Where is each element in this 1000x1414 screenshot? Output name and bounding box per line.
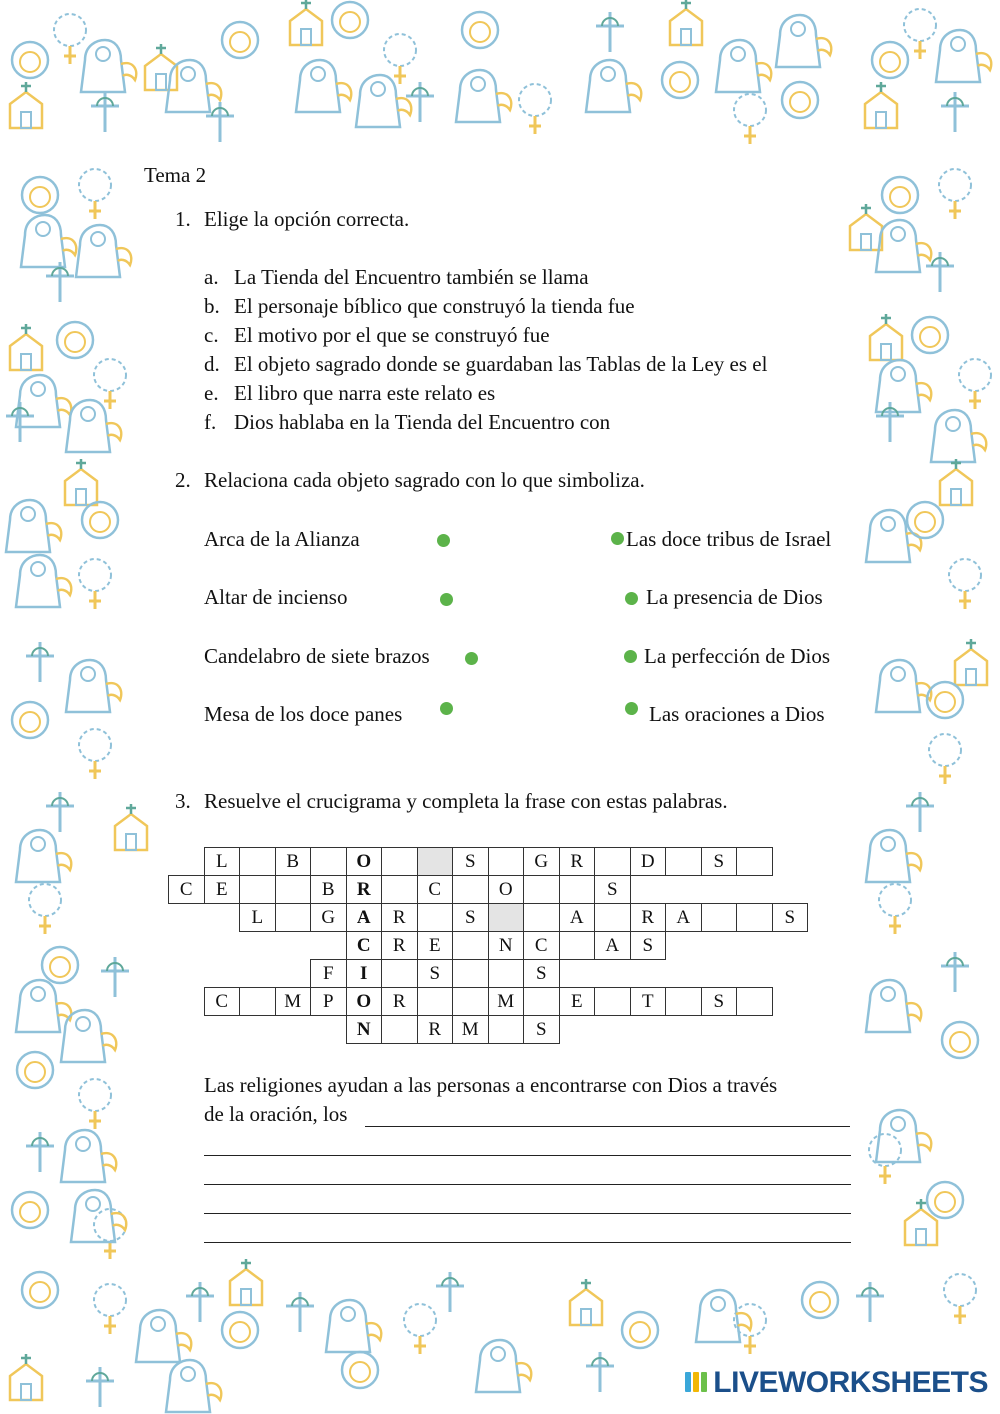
q3-number: 3.: [175, 789, 191, 813]
crossword-gap: [204, 932, 240, 960]
crossword-letter: R: [559, 848, 595, 876]
q1-item-text: La Tienda del Encuentro también se llama: [234, 265, 589, 289]
crossword-letter: G: [524, 848, 560, 876]
crossword-cell[interactable]: [488, 848, 524, 876]
q1-item-text: Dios hablaba en la Tienda del Encuentro con: [234, 410, 611, 434]
crossword-letter: R: [417, 1016, 453, 1044]
crossword-gap: [737, 960, 773, 988]
answer-blank[interactable]: [365, 1126, 850, 1127]
crossword-row: [169, 848, 843, 876]
crossword-gap: [630, 876, 666, 904]
crossword-letter: M: [453, 1016, 489, 1044]
crossword-letter: M: [488, 988, 524, 1016]
crossword-cell[interactable]: [488, 1016, 524, 1044]
q1-item-letter: d.: [204, 352, 220, 376]
crossword-gap: [169, 988, 205, 1016]
crossword-cell[interactable]: [453, 876, 489, 904]
crossword-cell[interactable]: [524, 988, 560, 1016]
crossword-gap: [666, 932, 702, 960]
crossword-cell[interactable]: [737, 904, 773, 932]
crossword-cell[interactable]: [488, 904, 524, 932]
crossword-gap: [737, 932, 773, 960]
q1-item-text: El libro que narra este relato es: [234, 381, 496, 405]
crossword-letter: F: [311, 960, 347, 988]
crossword-gap: [595, 960, 631, 988]
crossword-letter: L: [204, 848, 240, 876]
crossword-gap: [240, 932, 276, 960]
q1-item-letter: c.: [204, 323, 219, 347]
crossword-gap: [204, 960, 240, 988]
crossword-letter: A: [595, 932, 631, 960]
crossword-letter: R: [382, 988, 418, 1016]
crossword-gap: [169, 904, 205, 932]
crossword-letter: A: [666, 904, 702, 932]
crossword-letter: R: [346, 876, 382, 904]
crossword-cell[interactable]: [275, 876, 311, 904]
crossword-gap: [275, 932, 311, 960]
crossword-row: [169, 960, 843, 988]
crossword-cell[interactable]: [559, 932, 595, 960]
crossword-letter: R: [630, 904, 666, 932]
match-dot-right[interactable]: [625, 702, 638, 715]
match-right-item: Las oraciones a Dios: [649, 702, 825, 726]
crossword-cell[interactable]: [595, 988, 631, 1016]
q1-item-letter: b.: [204, 294, 220, 318]
crossword-cell[interactable]: [275, 904, 311, 932]
q1-number: 1.: [175, 207, 191, 231]
crossword-cell[interactable]: [382, 960, 418, 988]
crossword-gap: [169, 932, 205, 960]
crossword-gap: [737, 876, 773, 904]
q1-item-text: El motivo por el que se construyó fue: [234, 323, 550, 347]
crossword-letter: O: [346, 848, 382, 876]
sentence-line-2: de la oración, los: [204, 1102, 348, 1126]
crossword-cell[interactable]: [737, 848, 773, 876]
crossword-cell[interactable]: [524, 904, 560, 932]
q1-item-text: El objeto sagrado donde se guardaban las Tablas de la Ley es el: [234, 352, 768, 376]
crossword-letter: M: [275, 988, 311, 1016]
crossword-gap: [240, 960, 276, 988]
crossword-letter: D: [630, 848, 666, 876]
crossword-gap: [630, 1016, 666, 1044]
crossword-letter: S: [595, 876, 631, 904]
crossword-letter: E: [417, 932, 453, 960]
crossword-letter: R: [382, 904, 418, 932]
crossword-letter: T: [630, 988, 666, 1016]
crossword-letter: S: [772, 904, 808, 932]
crossword-gap: [772, 932, 808, 960]
match-dot-left[interactable]: [440, 702, 453, 715]
crossword-gap: [737, 1016, 773, 1044]
crossword-cell[interactable]: [524, 876, 560, 904]
crossword-gap: [772, 848, 808, 876]
crossword-letter: E: [204, 876, 240, 904]
match-dot-left[interactable]: [465, 652, 478, 665]
crossword-letter: A: [346, 904, 382, 932]
crossword-gap: [666, 876, 702, 904]
crossword-letter: S: [453, 904, 489, 932]
crossword-gap: [275, 1016, 311, 1044]
match-dot-left[interactable]: [440, 593, 453, 606]
crossword-gap: [808, 960, 843, 988]
crossword-letter: S: [453, 848, 489, 876]
crossword-gap: [169, 1016, 205, 1044]
crossword-cell[interactable]: [595, 904, 631, 932]
crossword-gap: [169, 848, 205, 876]
q1-item-text: El personaje bíblico que construyó la tienda fue: [234, 294, 635, 318]
crossword-gap: [808, 848, 843, 876]
crossword-gap: [666, 960, 702, 988]
q1-title: Elige la opción correcta.: [204, 207, 410, 231]
crossword-cell[interactable]: [595, 848, 631, 876]
q3-title: Resuelve el crucigrama y completa la frase con estas palabras.: [204, 789, 728, 813]
brand-text: LIVEWORKSHEETS: [713, 1366, 988, 1399]
crossword-cell[interactable]: [311, 848, 347, 876]
crossword-gap: [169, 960, 205, 988]
q2-title: Relaciona cada objeto sagrado con lo que simboliza.: [204, 468, 645, 492]
crossword-gap: [204, 1016, 240, 1044]
crossword-letter: S: [524, 960, 560, 988]
crossword-grid: [168, 847, 843, 1044]
crossword-cell[interactable]: [382, 876, 418, 904]
crossword-cell[interactable]: [417, 988, 453, 1016]
match-dot-left[interactable]: [437, 534, 450, 547]
crossword-gap: [630, 960, 666, 988]
liveworksheets-brand: [684, 1366, 988, 1400]
crossword-row: [169, 1016, 843, 1044]
crossword-letter: R: [382, 932, 418, 960]
q1-item-letter: f.: [204, 410, 217, 434]
crossword-letter: I: [346, 960, 382, 988]
crossword-letter: O: [346, 988, 382, 1016]
crossword-cell[interactable]: [666, 988, 702, 1016]
crossword-cell[interactable]: [666, 848, 702, 876]
liveworksheets-logo-icon: [684, 1369, 710, 1395]
answer-line[interactable]: [204, 1184, 851, 1185]
match-right-item: La presencia de Dios: [646, 585, 823, 609]
crossword-cell[interactable]: [240, 876, 276, 904]
match-left-item: Arca de la Alianza: [204, 527, 360, 551]
match-dot-right[interactable]: [611, 532, 624, 545]
crossword-gap: [808, 876, 843, 904]
match-left-item: Candelabro de siete brazos: [204, 644, 430, 668]
crossword-letter: S: [701, 848, 737, 876]
crossword-gap: [240, 1016, 276, 1044]
crossword-row: [169, 932, 843, 960]
crossword-letter: C: [346, 932, 382, 960]
crossword-gap: [559, 960, 595, 988]
crossword-gap: [808, 1016, 843, 1044]
crossword-cell[interactable]: [417, 904, 453, 932]
match-right-item: La perfección de Dios: [644, 644, 830, 668]
crossword-letter: S: [524, 1016, 560, 1044]
crossword-letter: C: [169, 876, 205, 904]
crossword-gap: [808, 932, 843, 960]
crossword-gap: [311, 932, 347, 960]
crossword-gap: [559, 1016, 595, 1044]
crossword-letter: N: [346, 1016, 382, 1044]
match-right-item: Las doce tribus de Israel: [626, 527, 832, 551]
crossword-letter: G: [311, 904, 347, 932]
crossword-letter: C: [524, 932, 560, 960]
crossword-gap: [701, 876, 737, 904]
sentence-line-1: Las religiones ayudan a las personas a encontrarse con Dios a través: [204, 1073, 778, 1097]
crossword-cell[interactable]: [488, 960, 524, 988]
crossword-gap: [772, 876, 808, 904]
crossword-gap: [808, 904, 843, 932]
crossword-letter: C: [417, 876, 453, 904]
match-left-item: Altar de incienso: [204, 585, 348, 609]
crossword-cell[interactable]: [701, 904, 737, 932]
crossword-gap: [772, 960, 808, 988]
crossword-letter: A: [559, 904, 595, 932]
q1-item-letter: e.: [204, 381, 219, 405]
crossword-gap: [701, 960, 737, 988]
crossword-letter: S: [417, 960, 453, 988]
crossword-gap: [808, 988, 843, 1016]
match-left-item: Mesa de los doce panes: [204, 702, 403, 726]
crossword-letter: B: [311, 876, 347, 904]
answer-line[interactable]: [204, 1242, 851, 1243]
crossword-cell[interactable]: [453, 988, 489, 1016]
crossword-gap: [772, 988, 808, 1016]
crossword-letter: B: [275, 848, 311, 876]
crossword-gap: [666, 1016, 702, 1044]
crossword-cell[interactable]: [382, 848, 418, 876]
crossword-letter: S: [630, 932, 666, 960]
crossword-cell[interactable]: [382, 1016, 418, 1044]
q2-number: 2.: [175, 468, 191, 492]
crossword-row: [169, 988, 843, 1016]
crossword-letter: S: [701, 988, 737, 1016]
crossword-gap: [595, 1016, 631, 1044]
crossword-cell[interactable]: [453, 932, 489, 960]
crossword-cell[interactable]: [417, 848, 453, 876]
match-dot-right[interactable]: [625, 592, 638, 605]
crossword-cell[interactable]: [453, 960, 489, 988]
match-dot-right[interactable]: [624, 650, 637, 663]
crossword-cell[interactable]: [240, 848, 276, 876]
crossword-letter: O: [488, 876, 524, 904]
crossword-letter: C: [204, 988, 240, 1016]
q1-item-letter: a.: [204, 265, 219, 289]
crossword-row: [169, 876, 843, 904]
crossword-gap: [772, 1016, 808, 1044]
crossword-cell[interactable]: [559, 876, 595, 904]
crossword-gap: [701, 1016, 737, 1044]
crossword-gap: [204, 904, 240, 932]
crossword-letter: E: [559, 988, 595, 1016]
topic-heading: Tema 2: [144, 163, 207, 187]
crossword-gap: [311, 1016, 347, 1044]
crossword-letter: L: [240, 904, 276, 932]
crossword-letter: P: [311, 988, 347, 1016]
crossword-row: [169, 904, 843, 932]
crossword-gap: [275, 960, 311, 988]
crossword-cell[interactable]: [737, 988, 773, 1016]
answer-line[interactable]: [204, 1213, 851, 1214]
crossword-letter: N: [488, 932, 524, 960]
answer-line[interactable]: [204, 1155, 851, 1156]
crossword-cell[interactable]: [240, 988, 276, 1016]
crossword-gap: [701, 932, 737, 960]
